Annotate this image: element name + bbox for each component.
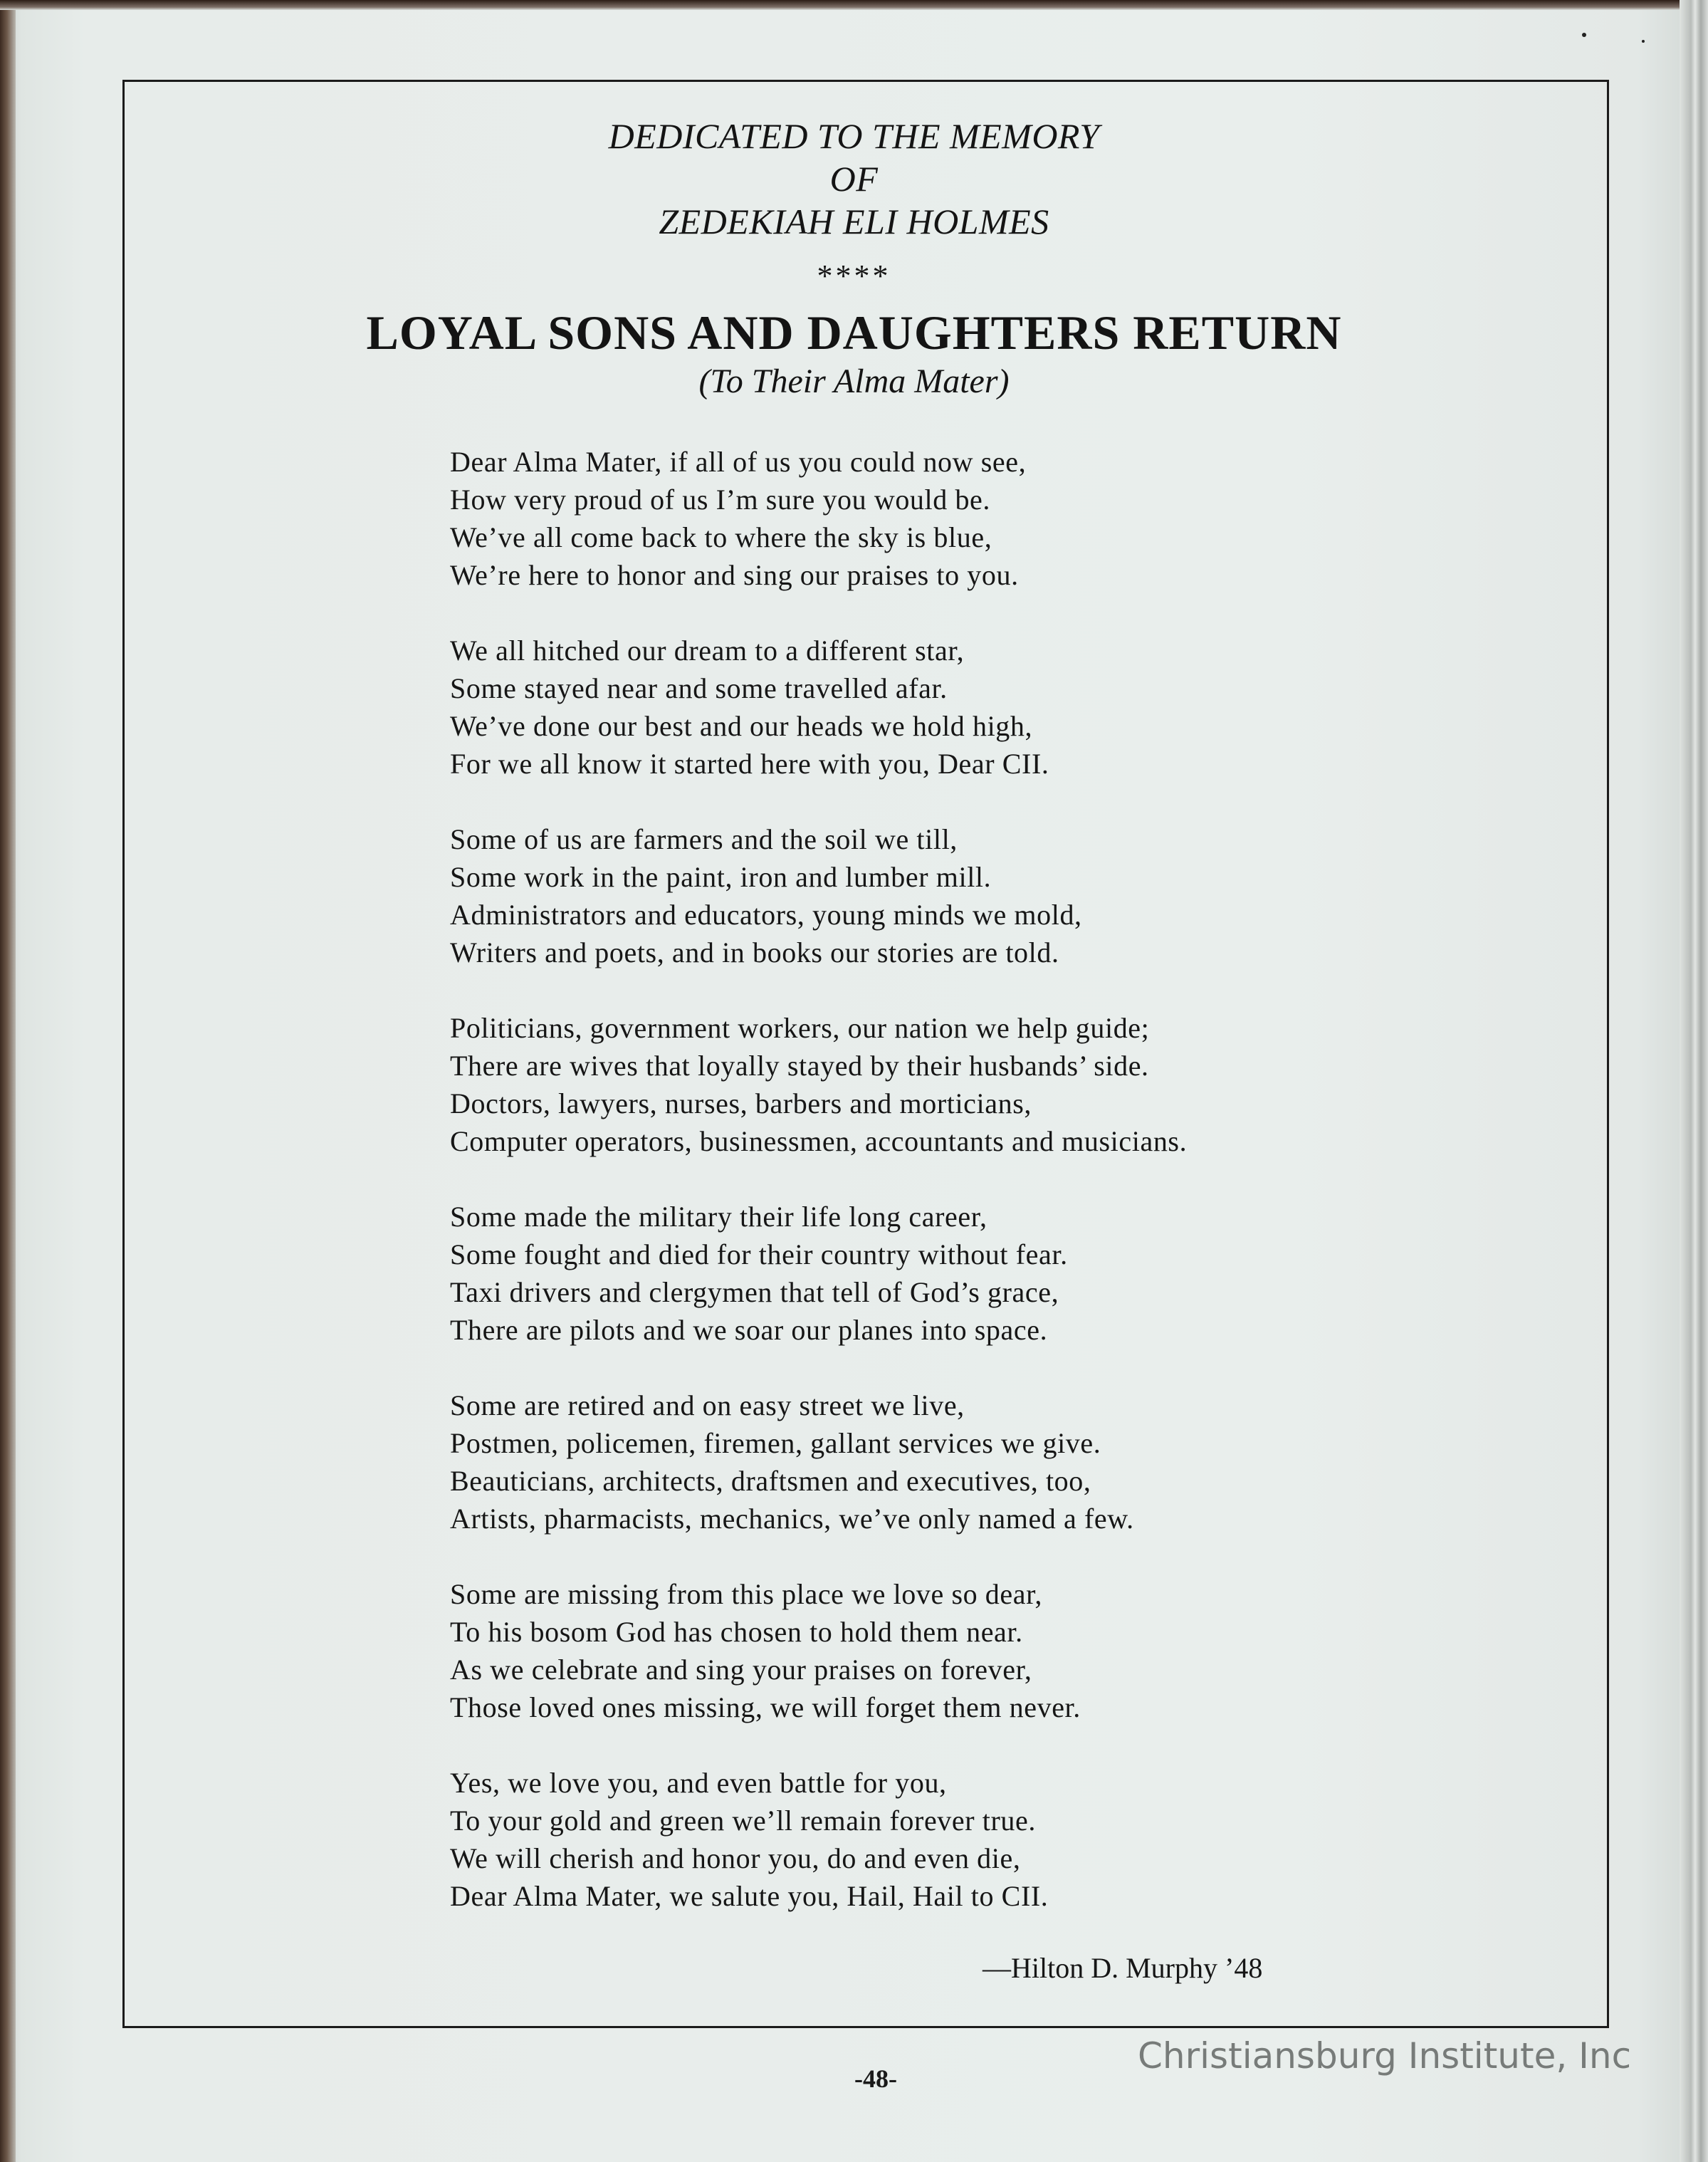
poem-author: —Hilton D. Murphy ’48: [983, 1952, 1263, 1984]
poem-line: Taxi drivers and clergymen that tell of God’s grace,: [450, 1276, 1059, 1308]
poem-stanza: [450, 1764, 1187, 1915]
poem-stanza: [450, 820, 1187, 971]
poem-line: Dear Alma Mater, if all of us you could now see,: [450, 446, 1027, 478]
poem-line: Some work in the paint, iron and lumber mill.: [450, 861, 992, 893]
poem-subtitle: (To Their Alma Mater): [698, 362, 1010, 400]
ink-speck: [1642, 40, 1645, 43]
poem-line: Some are missing from this place we love so dear,: [450, 1578, 1043, 1610]
poem-line: Politicians, government workers, our nation we help guide;: [450, 1012, 1150, 1044]
poem-line: There are wives that loyally stayed by their husbands’ side.: [450, 1050, 1149, 1082]
poem-line: To his bosom God has chosen to hold them near.: [450, 1616, 1023, 1648]
poem-line: Some of us are farmers and the soil we till,: [450, 823, 958, 855]
poem-line: We all hitched our dream to a different star,: [450, 634, 965, 667]
poem-line: Dear Alma Mater, we salute you, Hail, Hail to CII.: [450, 1880, 1049, 1912]
poem-line: We’ve all come back to where the sky is blue,: [450, 521, 992, 553]
poem-stanza: [450, 1009, 1187, 1160]
page-number: -48-: [854, 2064, 897, 2093]
poem-line: Those loved ones missing, we will forget them never.: [450, 1691, 1081, 1723]
dedication-line-2: OF: [829, 159, 879, 199]
poem-line: As we celebrate and sing your praises on forever,: [450, 1654, 1032, 1686]
poem-line: Yes, we love you, and even battle for you,: [450, 1767, 947, 1799]
poem-line: We’re here to honor and sing our praises to you.: [450, 559, 1019, 591]
poem-line: We will cherish and honor you, do and even die,: [450, 1842, 1021, 1874]
archive-watermark: Christiansburg Institute, Inc: [1138, 2035, 1632, 2077]
poem-line: Artists, pharmacists, mechanics, we’ve only named a few.: [450, 1503, 1134, 1535]
poem-line: We’ve done our best and our heads we hold high,: [450, 710, 1033, 742]
poem-stanza: [450, 1575, 1187, 1726]
poem-stanza: [450, 1386, 1187, 1537]
poem-line: There are pilots and we soar our planes into space.: [450, 1314, 1048, 1346]
poem-line: Doctors, lawyers, nurses, barbers and morticians,: [450, 1087, 1032, 1119]
poem-title: LOYAL SONS AND DAUGHTERS RETURN: [366, 306, 1342, 360]
poem-stanza: [450, 443, 1187, 594]
poem-line: Some are retired and on easy street we live,: [450, 1389, 965, 1421]
page-top-edge: [0, 0, 1708, 10]
poem-line: How very proud of us I’m sure you would be.: [450, 484, 991, 516]
poem-line: Some stayed near and some travelled afar.: [450, 672, 948, 704]
poem-stanza: [450, 1198, 1187, 1349]
poem-line: Some made the military their life long career,: [450, 1201, 987, 1233]
poem-line: To your gold and green we’ll remain forever true.: [450, 1805, 1036, 1837]
dedication-line-1: DEDICATED TO THE MEMORY: [608, 116, 1100, 156]
poem-line: Writers and poets, and in books our stories are told.: [450, 936, 1059, 968]
poem-line: For we all know it started here with you, Dear CII.: [450, 748, 1049, 780]
poem-line: Some fought and died for their country without fear.: [450, 1238, 1068, 1270]
dedication-separator: ****: [817, 258, 891, 293]
poem-line: Beauticians, architects, draftsmen and executives, too,: [450, 1465, 1091, 1497]
ink-speck: [1582, 33, 1586, 37]
poem-body: [450, 443, 1187, 1915]
poem-line: Postmen, policemen, firemen, gallant services we give.: [450, 1427, 1101, 1459]
poem-line: Computer operators, businessmen, accountants and musicians.: [450, 1125, 1188, 1157]
poem-stanza: [450, 632, 1187, 783]
dedication-line-3: ZEDEKIAH ELI HOLMES: [659, 202, 1049, 241]
poem-line: Administrators and educators, young minds we mold,: [450, 899, 1082, 931]
